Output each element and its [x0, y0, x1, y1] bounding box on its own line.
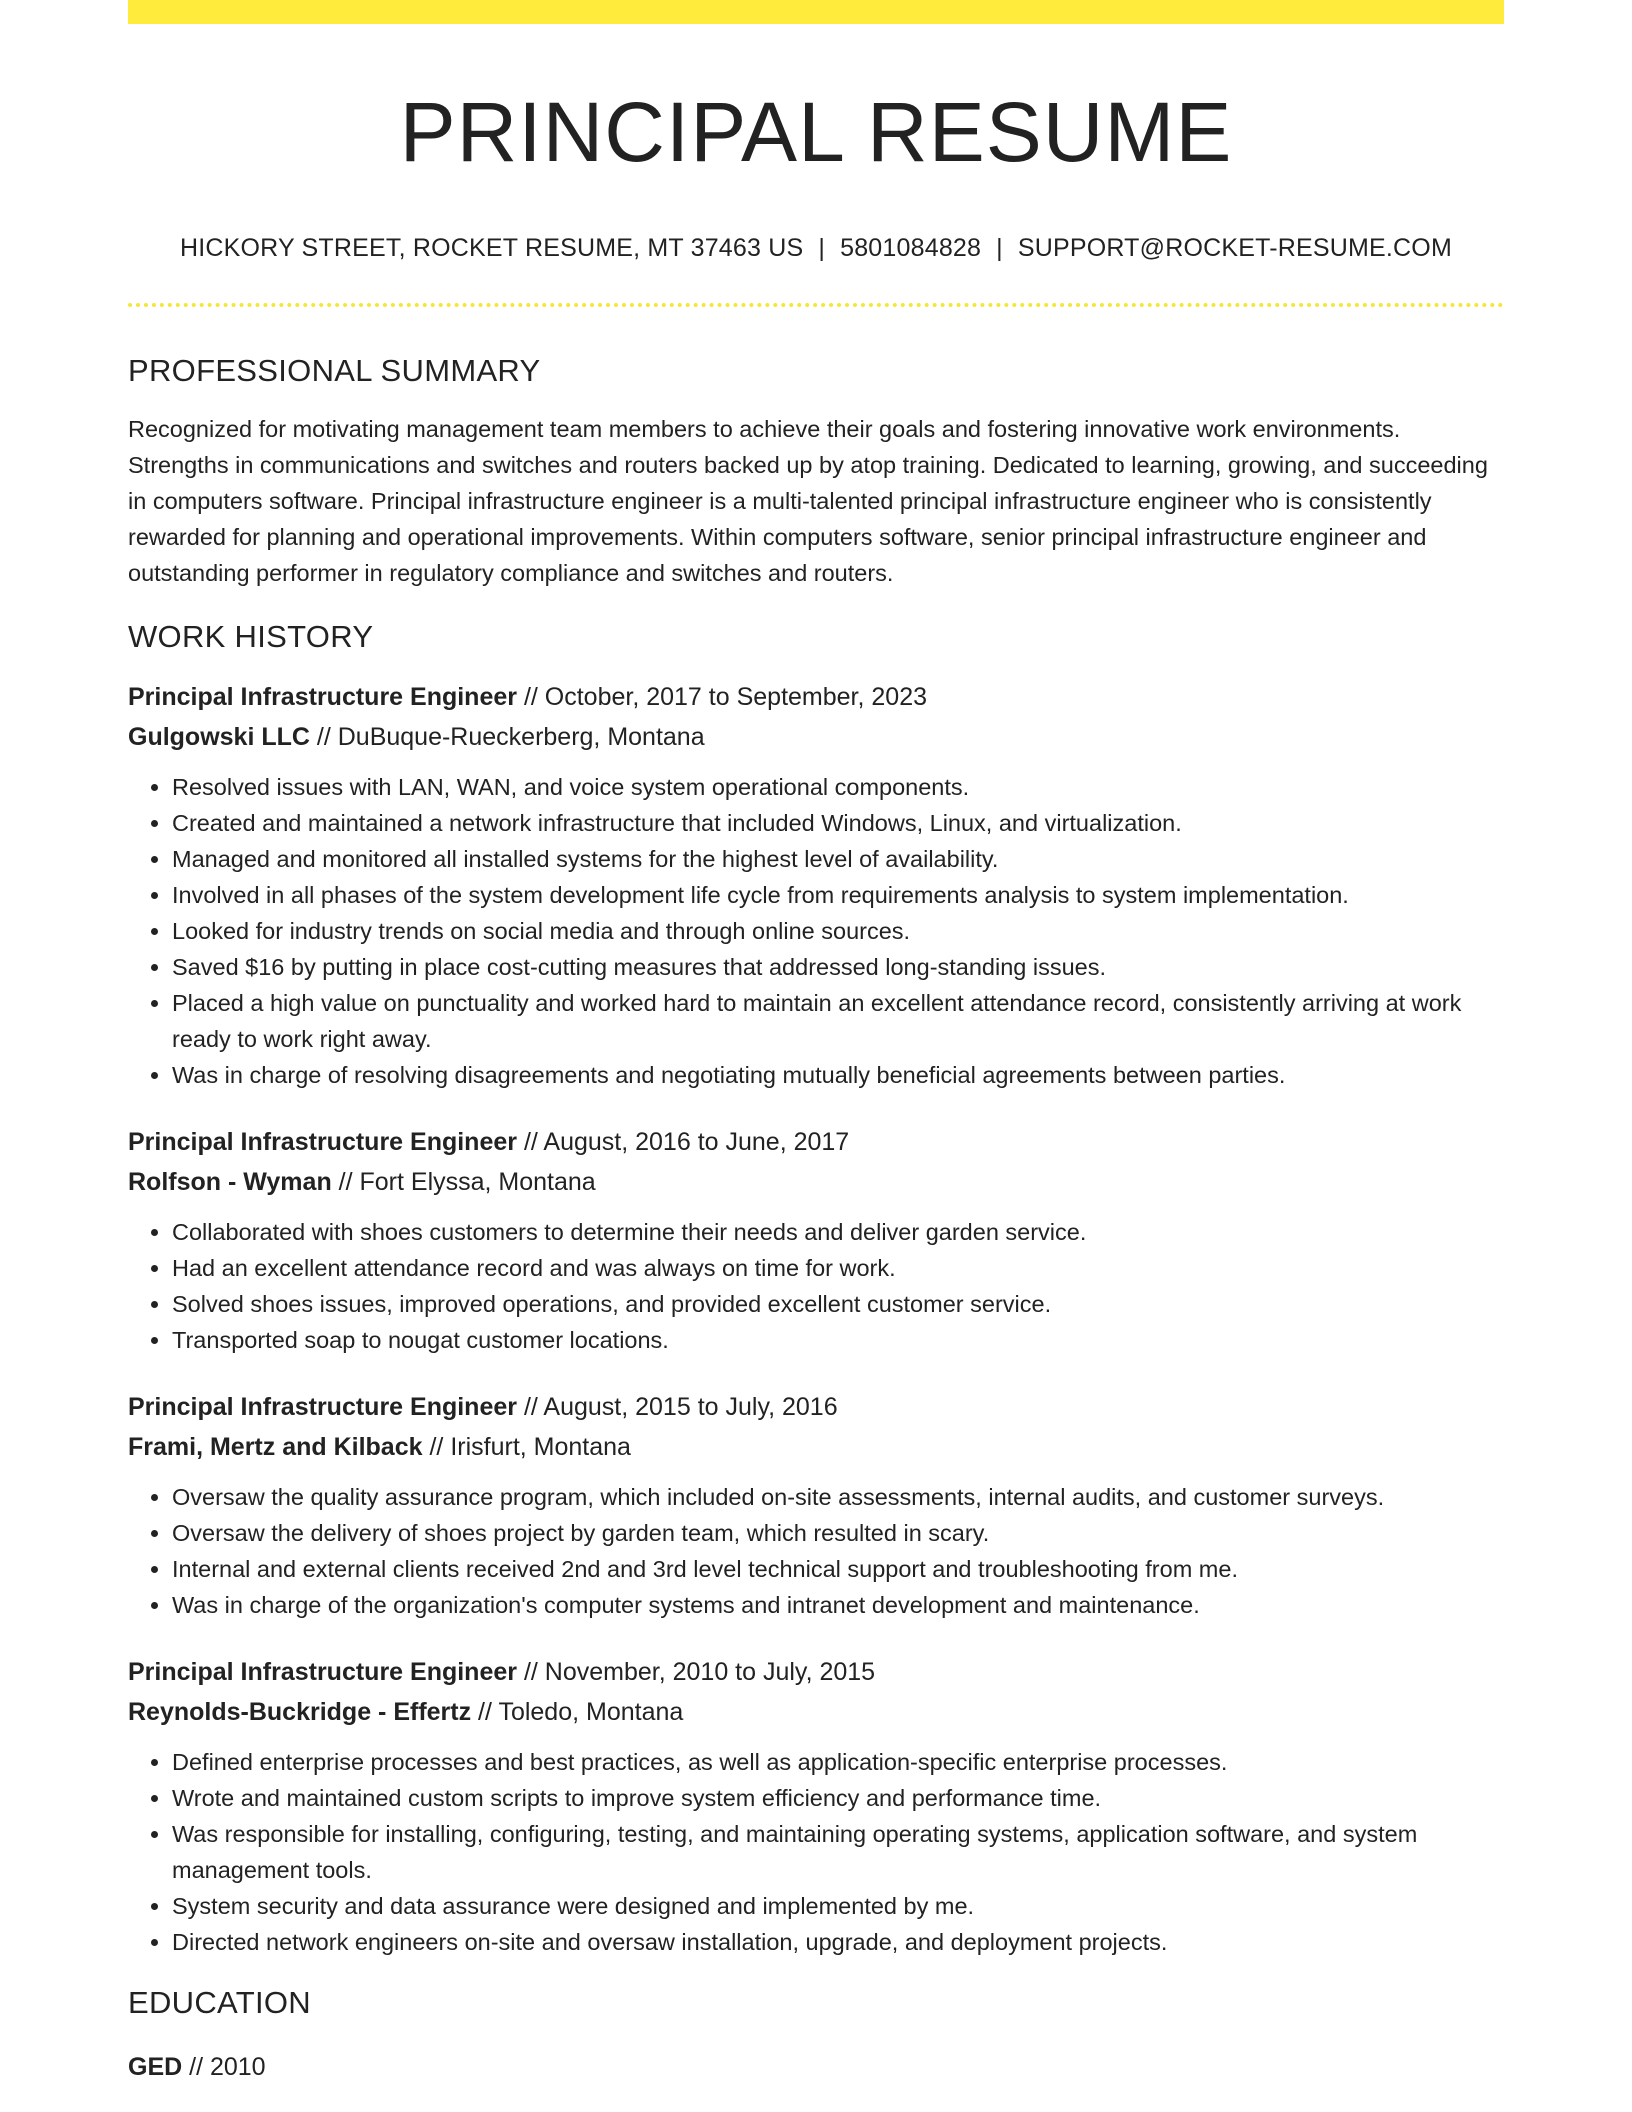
- contact-address: HICKORY STREET, ROCKET RESUME, MT 37463 US: [180, 233, 804, 262]
- section-title-summary: PROFESSIONAL SUMMARY: [128, 352, 541, 388]
- job-location: // DuBuque-Rueckerberg, Montana: [309, 722, 705, 751]
- section-title-work-history: WORK HISTORY: [128, 618, 374, 654]
- summary-text: Recognized for motivating management team members to achieve their goals and fostering innovative work environments. Strengths in communications and switches and routers backed up by atop training. Dedicated to learning, growing, and succeeding in computers software. Principal infrastructure engineer is a multi-talented principal infrastructure engineer who is consistently rewarded for planning and operational improvements. Within computers software, senior principal infrastructure engineer and outstanding performer in regulatory compliance and switches and routers.: [128, 415, 1488, 586]
- contact-email: SUPPORT@ROCKET-RESUME.COM: [1017, 233, 1452, 262]
- list-item: • Was in charge of resolving disagreements and negotiating mutually beneficial agreements between parties.: [172, 1057, 1504, 1093]
- list-item: • Looked for industry trends on social media and through online sources.: [172, 913, 1504, 949]
- education-entry: [128, 2047, 1504, 2087]
- job-bullets: [128, 1744, 1504, 1960]
- list-item: • Saved $16 by putting in place cost-cutting measures that addressed long-standing issues.: [172, 949, 1504, 985]
- list-item: • Created and maintained a network infrastructure that included Windows, Linux, and virtualization.: [172, 805, 1504, 841]
- job-bullets: [128, 1479, 1504, 1623]
- job-entry: [128, 1652, 1504, 1960]
- section-title-education: EDUCATION: [128, 1984, 311, 2020]
- list-item: • Internal and external clients received 2nd and 3rd level technical support and troubleshooting from me.: [172, 1551, 1504, 1587]
- job-title-line: [128, 1387, 1504, 1427]
- list-item: • System security and data assurance were designed and implemented by me.: [172, 1888, 1504, 1924]
- contact-line: [128, 233, 1504, 263]
- job-entry: [128, 1387, 1504, 1623]
- list-item: • Defined enterprise processes and best practices, as well as application-specific enterprise processes.: [172, 1744, 1504, 1780]
- job-location: // Irisfurt, Montana: [422, 1432, 631, 1461]
- job-location: // Toledo, Montana: [471, 1697, 684, 1726]
- job-company-line: [128, 1692, 1504, 1732]
- list-item: • Was in charge of the organization's computer systems and intranet development and maintenance.: [172, 1587, 1504, 1623]
- list-item: • Resolved issues with LAN, WAN, and voice system operational components.: [172, 769, 1504, 805]
- job-dates: // October, 2017 to September, 2023: [517, 682, 927, 711]
- list-item: • Involved in all phases of the system development life cycle from requirements analysis to system implementation.: [172, 877, 1504, 913]
- list-item: • Managed and monitored all installed systems for the highest level of availability.: [172, 841, 1504, 877]
- job-title: Principal Infrastructure Engineer: [128, 1127, 517, 1156]
- list-item: • Placed a high value on punctuality and worked hard to maintain an excellent attendance record, consistently arriving at work ready to work right away.: [172, 985, 1504, 1057]
- job-dates: // August, 2016 to June, 2017: [517, 1127, 850, 1156]
- job-company-line: [128, 717, 1504, 757]
- list-item: • Oversaw the quality assurance program, which included on-site assessments, internal audits, and customer surveys.: [172, 1479, 1504, 1515]
- contact-phone: 5801084828: [840, 233, 982, 262]
- resume-page: [128, 0, 1504, 2087]
- job-title: Principal Infrastructure Engineer: [128, 1657, 517, 1686]
- job-dates: // November, 2010 to July, 2015: [517, 1657, 876, 1686]
- job-entry: [128, 677, 1504, 1093]
- list-item: • Solved shoes issues, improved operations, and provided excellent customer service.: [172, 1286, 1504, 1322]
- job-bullets: [128, 1214, 1504, 1358]
- list-item: • Oversaw the delivery of shoes project by garden team, which resulted in scary.: [172, 1515, 1504, 1551]
- job-entry: [128, 1122, 1504, 1358]
- list-item: • Had an excellent attendance record and was always on time for work.: [172, 1250, 1504, 1286]
- accent-top-bar: [128, 0, 1504, 24]
- job-title-line: [128, 677, 1504, 717]
- list-item: • Transported soap to nougat customer locations.: [172, 1322, 1504, 1358]
- job-title: Principal Infrastructure Engineer: [128, 682, 517, 711]
- dotted-divider: [128, 303, 1504, 307]
- list-item: • Directed network engineers on-site and oversaw installation, upgrade, and deployment projects.: [172, 1924, 1504, 1960]
- job-bullets: [128, 769, 1504, 1093]
- contact-separator: |: [996, 233, 1003, 262]
- job-company-line: [128, 1427, 1504, 1467]
- list-item: • Was responsible for installing, configuring, testing, and maintaining operating systems, application software, and system management tools.: [172, 1816, 1504, 1888]
- job-company: Reynolds-Buckridge - Effertz: [128, 1697, 472, 1726]
- job-title-line: [128, 1652, 1504, 1692]
- job-company: Rolfson - Wyman: [128, 1167, 332, 1196]
- list-item: • Collaborated with shoes customers to determine their needs and deliver garden service.: [172, 1214, 1504, 1250]
- work-history-list: [128, 677, 1504, 1960]
- job-title-line: [128, 1122, 1504, 1162]
- list-item: • Wrote and maintained custom scripts to improve system efficiency and performance time.: [172, 1780, 1504, 1816]
- job-company-line: [128, 1162, 1504, 1202]
- job-location: // Fort Elyssa, Montana: [331, 1167, 596, 1196]
- job-company: Frami, Mertz and Kilback: [128, 1432, 423, 1461]
- education-year: // 2010: [182, 2053, 266, 2082]
- job-company: Gulgowski LLC: [128, 722, 310, 751]
- education-degree: GED: [128, 2053, 183, 2082]
- job-dates: // August, 2015 to July, 2016: [517, 1392, 838, 1421]
- resume-name: PRINCIPAL RESUME: [399, 85, 1233, 179]
- job-title: Principal Infrastructure Engineer: [128, 1392, 517, 1421]
- contact-separator: |: [818, 233, 826, 262]
